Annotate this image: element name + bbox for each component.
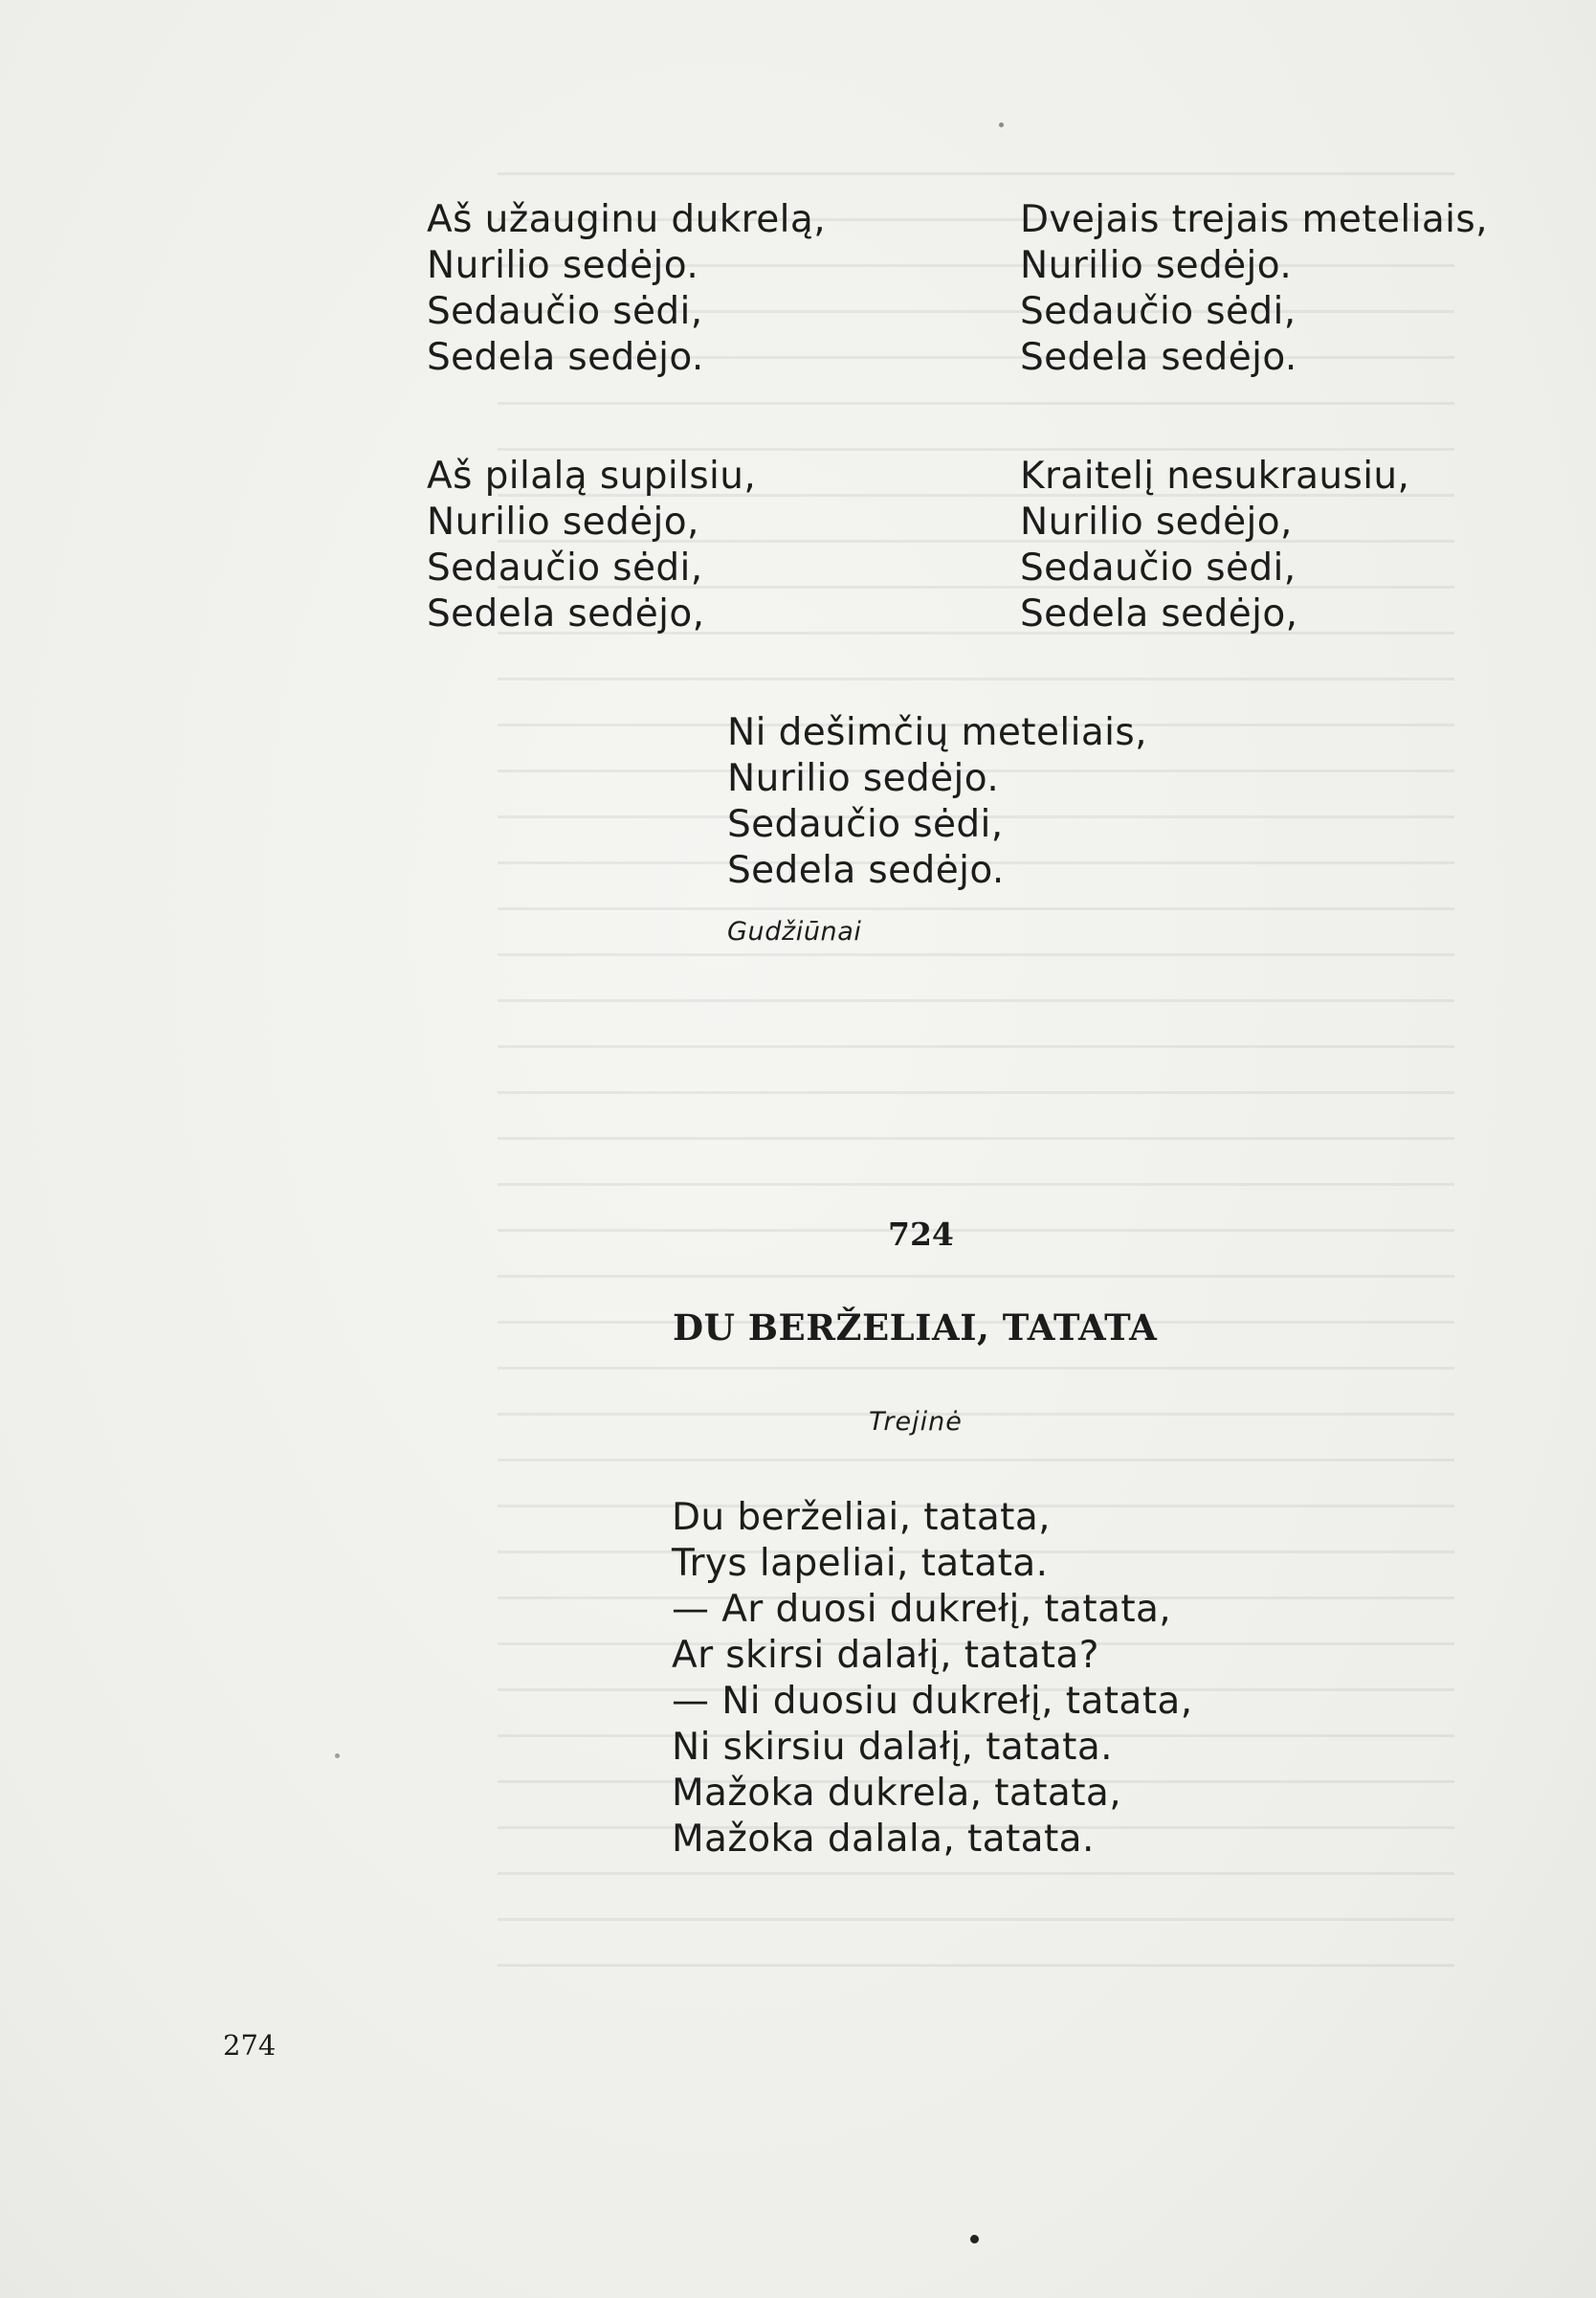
verse-line: Mažoka dalala, tatata. <box>672 1818 1095 1861</box>
verse-line: Sedaučio sėdi, <box>1020 547 1297 590</box>
ink-speck <box>970 2235 979 2243</box>
song-stanza <box>672 1495 1193 1863</box>
verse-line: Trys lapeliai, tatata. <box>672 1542 1049 1585</box>
verse-line: Sedela sedėjo. <box>727 849 1005 892</box>
stanza-2 <box>1020 197 1488 381</box>
verse-line: Sedela sedėjo, <box>427 592 705 636</box>
verse-line: Sedaučio sėdi, <box>427 547 703 590</box>
stanza-5 <box>727 710 1147 894</box>
verse-line: Mažoka dukrela, tatata, <box>672 1772 1122 1815</box>
verse-line: Nurilio sedėjo. <box>1020 244 1293 287</box>
verse-line: Nurilio sedėjo. <box>427 244 699 287</box>
page-number: 274 <box>223 2029 277 2062</box>
song-title: DU BERŽELIAI, TATATA <box>673 1306 1158 1349</box>
verse-line: Ni skirsiu dalałį, tatata. <box>672 1726 1113 1769</box>
ink-speck <box>999 123 1004 127</box>
verse-line: — Ar duosi dukrełį, tatata, <box>672 1588 1172 1631</box>
verse-line: Nurilio sedėjo, <box>1020 501 1293 544</box>
ink-speck <box>335 1753 340 1758</box>
verse-line: Ar skirsi dalałį, tatata? <box>672 1634 1099 1677</box>
verse-line: Aš užauginu dukrelą, <box>427 198 826 241</box>
song-subtitle: Trejinė <box>869 1407 963 1437</box>
verse-line: Sedela sedėjo. <box>1020 336 1297 379</box>
verse-line: Sedaučio sėdi, <box>427 290 703 333</box>
verse-line: Sedaučio sėdi, <box>1020 290 1297 333</box>
verse-line: Sedela sedėjo. <box>427 336 704 379</box>
stanza-3 <box>427 454 756 637</box>
stanza-1 <box>427 197 826 381</box>
verse-line: Nurilio sedėjo. <box>727 757 1000 800</box>
verse-line: Ni dešimčių meteliais, <box>727 711 1147 754</box>
verse-line: — Ni duosiu dukrełį, tatata, <box>672 1680 1193 1723</box>
verse-line: Sedaučio sėdi, <box>727 803 1004 846</box>
verse-line: Sedela sedėjo, <box>1020 592 1298 636</box>
verse-line: Nurilio sedėjo, <box>427 501 699 544</box>
stanza-4 <box>1020 454 1409 637</box>
verse-line: Aš pilalą supilsiu, <box>427 455 757 498</box>
song-number: 724 <box>888 1216 954 1253</box>
verse-line: Kraitelį nesukrausiu, <box>1020 455 1410 498</box>
verse-line: Dvejais trejais meteliais, <box>1020 198 1488 241</box>
verse-line: Du berželiai, tatata, <box>672 1496 1051 1539</box>
place-of-recording: Gudžiūnai <box>727 917 862 947</box>
